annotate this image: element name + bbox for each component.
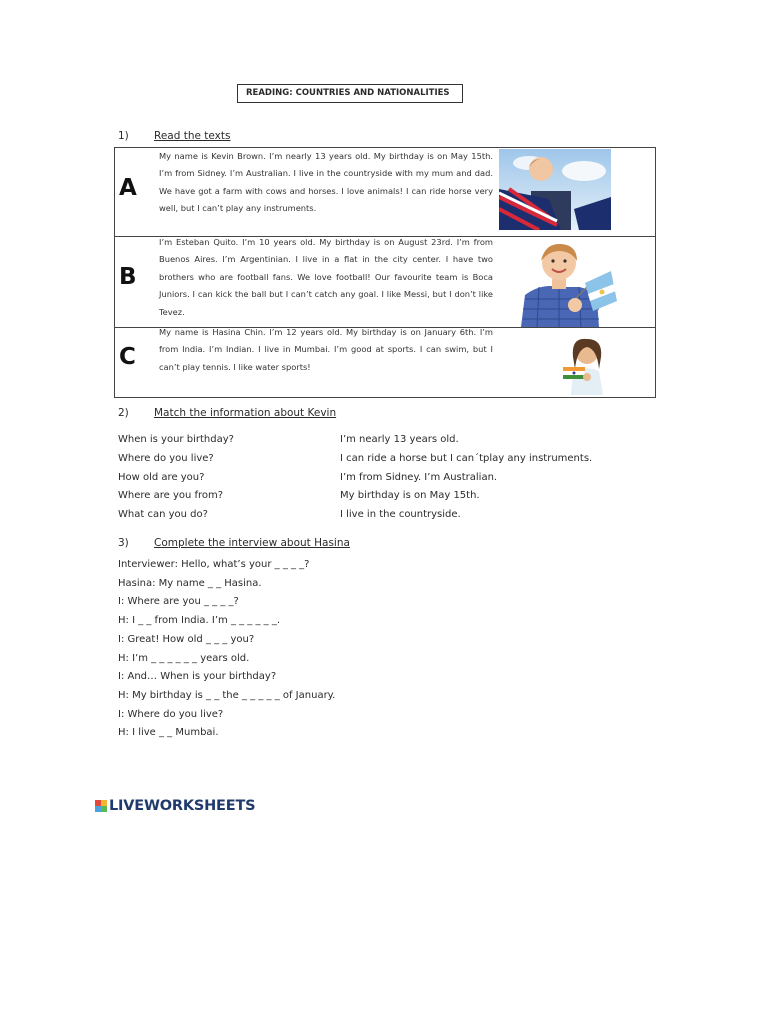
match-answer: I live in the countryside. xyxy=(340,509,461,521)
section-2-heading: Match the information about Kevin xyxy=(154,407,337,419)
text-letter: B xyxy=(119,264,137,290)
text-letter: C xyxy=(119,344,136,370)
dialogue-line: I: Where are you _ _ _ _? xyxy=(118,596,239,608)
section-3-heading: Complete the interview about Hasina xyxy=(154,537,350,549)
match-answer: I’m nearly 13 years old. xyxy=(340,434,459,445)
text-paragraph: My name is Hasina Chin. I’m 12 years old. My birthday is on January 6th. I’m from India. I’m Indian. I live in Mumbai. I’m good at sports. I can swim, but I can’t play tennis. I like water sports! xyxy=(159,327,493,372)
dialogue-line: H: I _ _ from India. I’m _ _ _ _ _ _. xyxy=(118,615,281,627)
interview-dialogue xyxy=(118,556,335,743)
match-question: How old are you? xyxy=(118,471,205,483)
text-row-a xyxy=(115,148,655,237)
dialogue-line: I: Where do you live? xyxy=(118,708,224,720)
liveworksheets-logo[interactable] xyxy=(95,797,255,815)
match-question: When is your birthday? xyxy=(118,434,234,445)
text-letter: A xyxy=(119,175,137,201)
match-question: What can you do? xyxy=(118,509,208,521)
photo-esteban-argentina xyxy=(519,239,619,327)
match-answer: I can ride a horse but I can´tplay any instruments. xyxy=(340,452,593,464)
dialogue-line: Hasina: My name _ _ Hasina. xyxy=(118,577,262,589)
match-answer: I’m from Sidney. I’m Australian. xyxy=(340,471,498,483)
text-row-b xyxy=(115,236,655,328)
dialogue-line: I: And… When is your birthday? xyxy=(118,671,277,683)
liveworksheets-logo-icon xyxy=(95,800,107,812)
dialogue-line: H: I’m _ _ _ _ _ _ years old. xyxy=(118,652,250,664)
section-1-number: 1) xyxy=(118,130,129,142)
match-answer: My birthday is on May 15th. xyxy=(340,490,480,502)
section-2-number: 2) xyxy=(118,407,129,419)
dialogue-line: Interviewer: Hello, what’s your _ _ _ _? xyxy=(118,559,310,570)
match-answers-list xyxy=(340,431,592,525)
section-1-heading: Read the texts xyxy=(154,130,231,142)
reading-texts-table xyxy=(114,147,656,398)
match-question: Where do you live? xyxy=(118,452,214,464)
dialogue-line: H: I live _ _ Mumbai. xyxy=(118,727,219,739)
text-row-c xyxy=(115,327,655,397)
dialogue-line: I: Great! How old _ _ _ you? xyxy=(118,633,255,645)
dialogue-line: H: My birthday is _ _ the _ _ _ _ _ of January. xyxy=(118,689,336,701)
match-question: Where are you from? xyxy=(118,490,224,502)
photo-kevin-australia xyxy=(499,149,611,230)
worksheet-title: READING: COUNTRIES AND NATIONALITIES xyxy=(237,84,463,103)
section-3-number: 3) xyxy=(118,537,129,549)
match-questions-list xyxy=(118,431,234,525)
text-paragraph: I’m Esteban Quito. I’m 10 years old. My birthday is on August 23rd. I’m from Buenos Aires. I’m Argentinian. I live in a flat in the city center. I have two brothers who are football fans. We love football! Our favourite team is Boca Juniors. I can kick the ball but I can’t catch any goal. I like Messi, but I don’t like Tevez. xyxy=(159,237,493,317)
text-paragraph: My name is Kevin Brown. I’m nearly 13 years old. My birthday is on May 15th. I’m from Sidney. I’m Australian. I live in the countryside with my mum and dad. We have got a farm with cows and horses. I love animals! I can ride horse very well, but I can’t play any instruments. xyxy=(159,151,493,214)
logo-text: LIVEWORKSHEETS xyxy=(109,798,256,814)
photo-hasina-india xyxy=(561,335,613,395)
